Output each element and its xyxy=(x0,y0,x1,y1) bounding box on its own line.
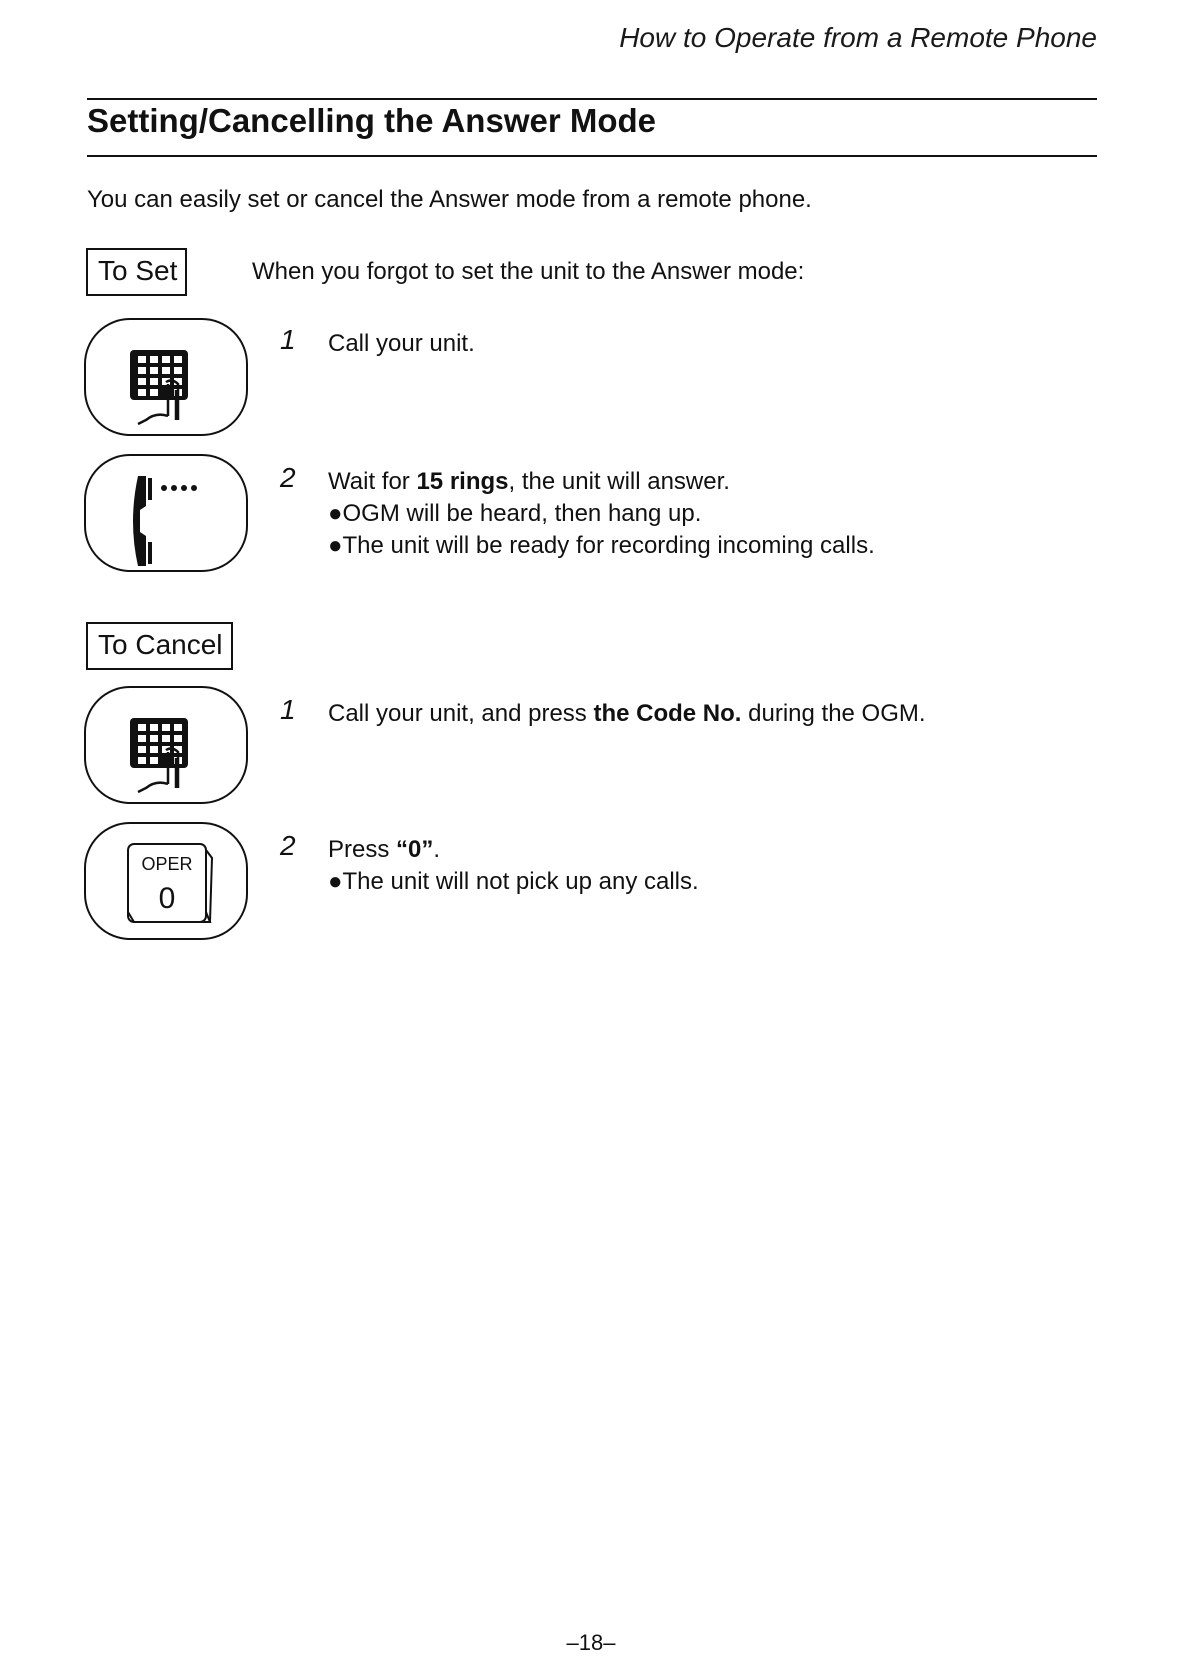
set-step-2-text: Wait for 15 rings, the unit will answer. ●OGM will be heard, then hang up. ●The unit will be ready for recording incoming calls. xyxy=(328,466,875,562)
set-step-2-bullet-2: ●The unit will be ready for recording incoming calls. xyxy=(328,532,875,559)
oper-key-caption: OPER xyxy=(141,854,193,874)
to-set-lead: When you forgot to set the unit to the Answer mode: xyxy=(252,258,805,285)
handset-ringing-icon xyxy=(84,454,248,572)
cancel-step-2-number: 2 xyxy=(280,830,296,861)
title-rule-bottom xyxy=(87,155,1097,157)
oper-zero-key-icon xyxy=(84,822,248,940)
to-cancel-label: To Cancel xyxy=(86,622,233,670)
to-set-label: To Set xyxy=(86,248,187,296)
running-header: How to Operate from a Remote Phone xyxy=(619,22,1097,53)
set-step-2-number: 2 xyxy=(280,462,296,493)
intro-text: You can easily set or cancel the Answer mode from a remote phone. xyxy=(87,186,812,213)
cancel-step-1-text: Call your unit, and press the Code No. during the OGM. xyxy=(328,700,926,727)
set-step-1-number: 1 xyxy=(280,324,296,355)
keypad-press-icon xyxy=(84,318,248,436)
page-title: Setting/Cancelling the Answer Mode xyxy=(87,102,657,139)
title-rule-top xyxy=(87,98,1097,100)
set-step-2-bullet-1: ●OGM will be heard, then hang up. xyxy=(328,500,702,527)
keypad-press-icon xyxy=(84,686,248,804)
cancel-step-2-text: Press “0”. ●The unit will not pick up any calls. xyxy=(328,834,699,898)
cancel-step-2-bullet-1: ●The unit will not pick up any calls. xyxy=(328,868,699,895)
set-step-1-text: Call your unit. xyxy=(328,330,475,357)
cancel-step-1-number: 1 xyxy=(280,694,296,725)
zero-key-glyph: 0 xyxy=(158,882,176,915)
page-number: –18– xyxy=(566,1630,616,1655)
